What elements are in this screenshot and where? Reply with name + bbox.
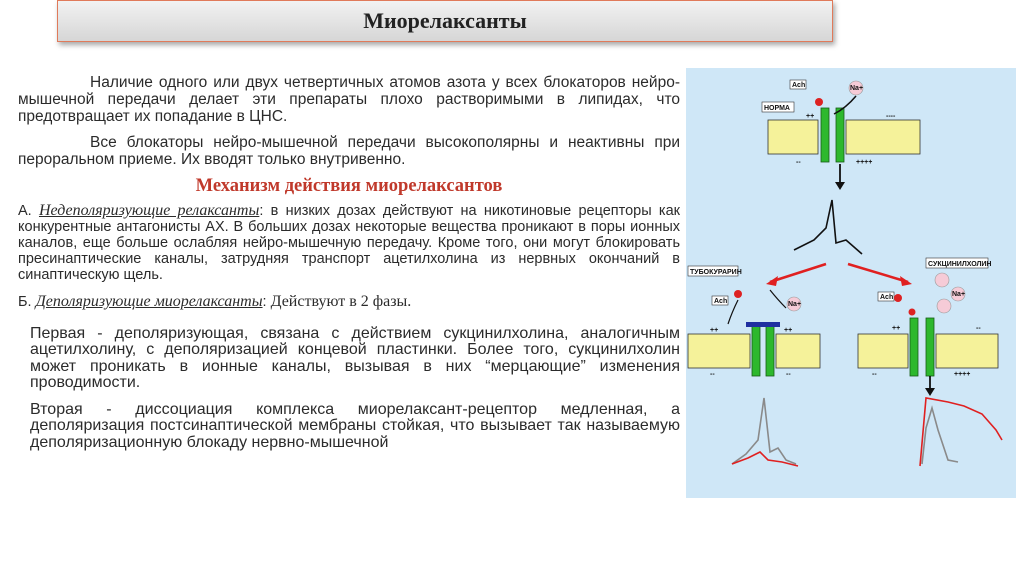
norm-membrane-right	[846, 120, 920, 154]
item-a-marker: А.	[18, 203, 32, 219]
item-b	[18, 293, 680, 311]
norm-minus-top: ----	[886, 113, 896, 120]
tubo-na-label: Na+	[788, 301, 802, 308]
succ-ach-dot-2	[909, 309, 916, 316]
section-heading: Механизм действия миорелаксантов	[195, 176, 503, 196]
item-a	[18, 203, 680, 283]
page-title: Миорелаксанты	[363, 8, 527, 33]
item-b-text: Действуют в 2 фазы.	[266, 293, 412, 310]
tubo-ach-label: Ach	[714, 298, 728, 305]
succ-plus-top: ++	[892, 325, 901, 332]
norm-ach-dot	[815, 98, 823, 106]
tubo-channel-left	[752, 326, 760, 376]
succ-channel-left	[910, 318, 918, 376]
succ-ach-dot-1	[894, 294, 902, 302]
title-bar	[57, 0, 833, 42]
succ-channel-right	[926, 318, 934, 376]
norm-channel-right	[836, 108, 844, 162]
succ-label: СУКЦИНИЛХОЛИН	[928, 261, 992, 268]
norm-ach-label: Ach	[792, 82, 806, 89]
phase-2: Вторая - диссоциация комплекса миорелаксант-рецептор медленная, а деполяризация постсинаптической мембраны стойкая, что вызывает так называемую деполяризационную блокаду нервно-мышечной	[30, 400, 680, 451]
tubo-minus-bottom-right: --	[786, 371, 791, 378]
succ-na-ion-3	[937, 299, 951, 313]
paragraph-1: Наличие одного или двух четвертичных атомов азота у всех блокаторов нейро-мышечной передачи делает эти препараты плохо растворимыми в липидах, что предотвращает их попадание в ЦНС.	[18, 74, 680, 125]
norm-plus-top: ++	[806, 113, 815, 120]
tubo-plus-top-left: ++	[710, 327, 719, 334]
tubo-membrane-left	[688, 334, 750, 368]
norm-na-label: Na+	[850, 85, 864, 92]
tubo-ach-dot	[734, 290, 742, 298]
succ-plus-bottom: ++++	[954, 371, 971, 378]
item-b-colon: :	[262, 294, 267, 310]
succ-minus-top: --	[976, 325, 981, 332]
item-b-marker: Б.	[18, 294, 32, 310]
norm-minus-bottom: --	[796, 159, 801, 166]
succ-na-ion-1	[935, 273, 949, 287]
paragraph-2: Все блокаторы нейро-мышечной передачи высокополярны и неактивны при пероральном приеме. Их вводят только внутривенно.	[18, 134, 680, 168]
item-a-term: Недеполяризующие релаксанты	[38, 202, 260, 219]
phase-1: Первая - деполяризующая, связана с действием сукцинилхолина, аналогичным ацетилхолину, с деполяризацией концевой пластинки. Более того, сукцинилхолин может проникать в ионные каналы, вызывая в них “мерцающие” изменения проводимости.	[30, 324, 680, 391]
succ-membrane-right	[936, 334, 998, 368]
succ-membrane-left	[858, 334, 908, 368]
mechanism-figure	[686, 68, 1016, 498]
tubo-channel-right	[766, 326, 774, 376]
succ-minus-bottom: --	[872, 371, 877, 378]
norm-membrane-left	[768, 120, 818, 154]
norm-label: НОРМА	[764, 105, 790, 112]
succ-na-label: Na+	[952, 291, 966, 298]
succ-ach-label: Ach	[880, 294, 894, 301]
item-b-term: Деполяризующие миорелаксанты	[35, 293, 263, 310]
tubo-plus-top-right: ++	[784, 327, 793, 334]
norm-channel-left	[821, 108, 829, 162]
tubo-blocker	[746, 322, 780, 327]
tubo-label: ТУБОКУРАРИН	[690, 269, 742, 276]
item-a-text: : в низких дозах действуют на никотиновые рецепторы как конкурентные антагонисты АХ. В больших дозах некоторые вещества проникают в поры ионных каналов, еще больше ослабляя нейро-мышечную передачу. Кроме того, они могут блокировать пресинаптические каналы, затрудняя транспорт ацетилхолина из нервных окончаний в синаптическую щель.	[18, 203, 680, 283]
tubo-membrane-right	[776, 334, 820, 368]
tubo-minus-bottom-left: --	[710, 371, 715, 378]
text-column	[18, 74, 680, 451]
norm-plus-bottom: ++++	[856, 159, 873, 166]
